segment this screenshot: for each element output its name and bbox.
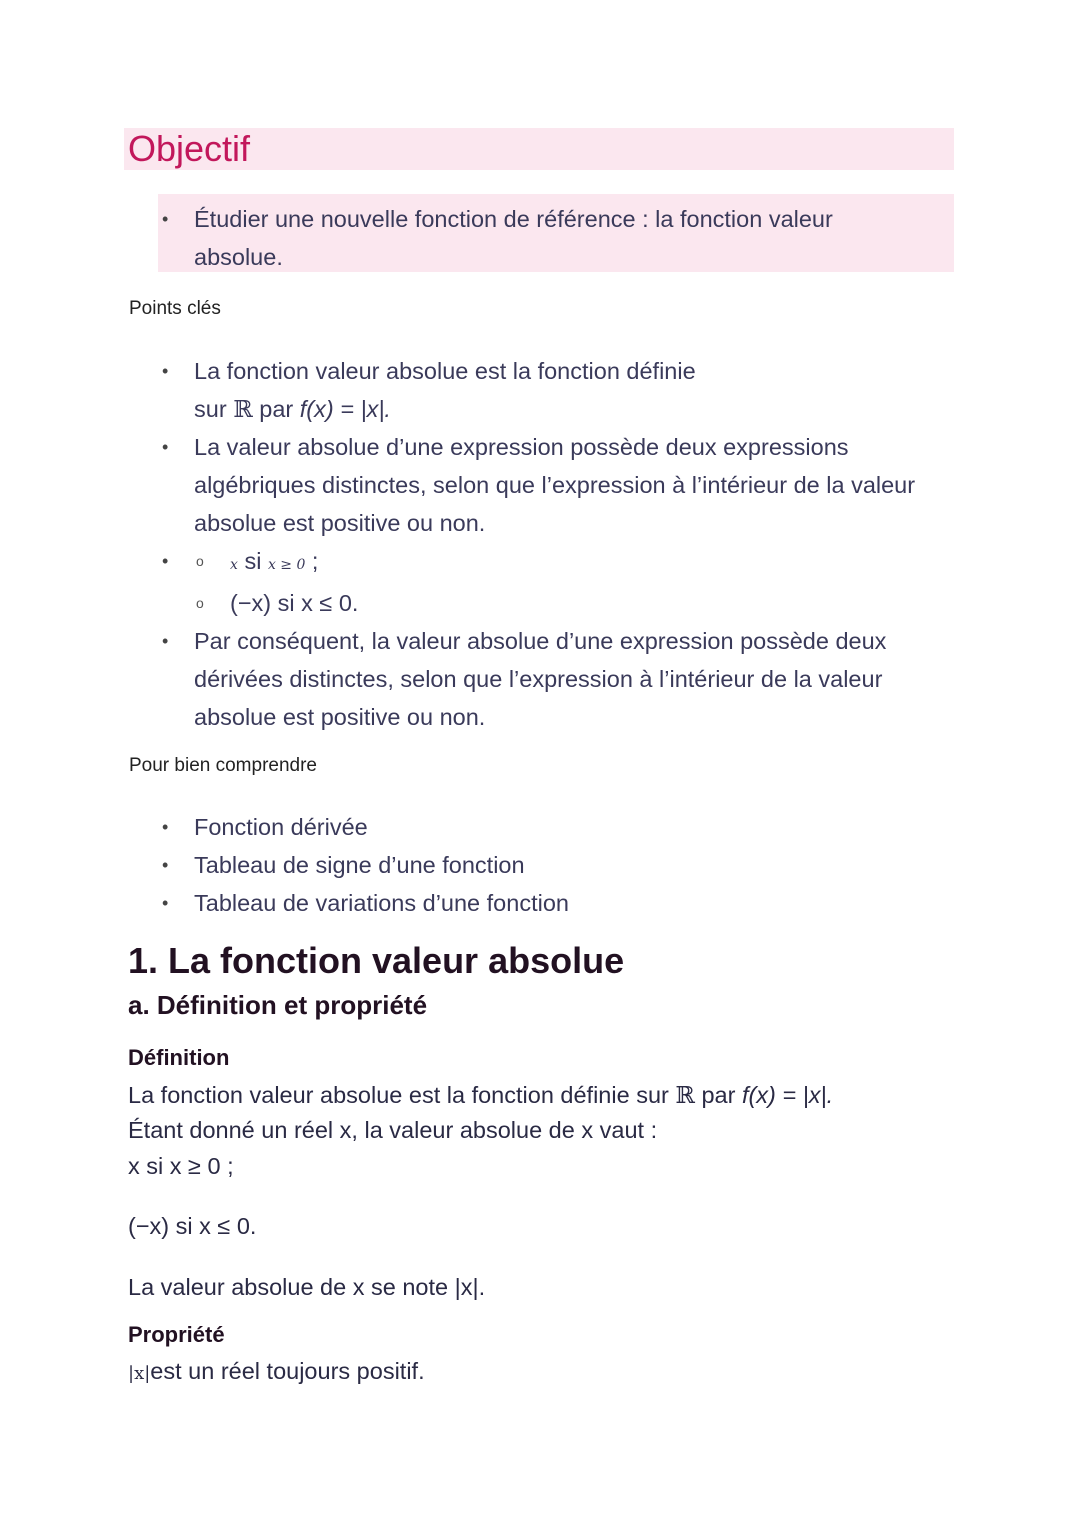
definition-line-2: Étant donné un réel x, la valeur absolue de x vaut :: [128, 1117, 658, 1143]
prop-sentence: est un réel toujours positif.: [150, 1358, 425, 1384]
pour-bien-comprendre-section: [158, 808, 958, 922]
sub1-end: ;: [311, 548, 319, 574]
item1-text-c: par: [259, 396, 294, 422]
objectif-list: [158, 200, 948, 276]
prerequisites-list: [158, 808, 958, 922]
definition-label: Définition: [128, 1045, 230, 1070]
def-line1-par: par: [701, 1082, 736, 1108]
list-item: • Fonction dérivée: [158, 808, 958, 846]
sub1-condition: x ≥ 0: [267, 557, 306, 573]
sublist-container: [158, 542, 958, 622]
list-item: [158, 352, 958, 428]
sub1-x: x: [230, 557, 238, 573]
points-cles-label: Points clés: [129, 298, 221, 319]
definition-notation: La valeur absolue de x se note |x|.: [128, 1274, 486, 1300]
pour-bien-comprendre-label: Pour bien comprendre: [129, 755, 317, 776]
points-cles-list: [158, 352, 958, 736]
points-cles-section: [158, 352, 958, 736]
list-item: • Tableau de variations d’une fonction: [158, 884, 958, 922]
sublist: [194, 542, 958, 622]
propriete-label: Propriété: [128, 1322, 225, 1347]
prop-abs-x: |x|: [128, 1363, 151, 1384]
reals-symbol: ℝ: [233, 395, 253, 423]
list-item: • Par conséquent, la valeur absolue d’une expression possède deux dérivées distinctes, selon que l’expression à l’intérieur de la valeur absolue est positive ou non.: [158, 622, 958, 736]
propriete-text: [128, 1356, 425, 1389]
item1-text-b: sur: [194, 396, 227, 422]
sub1-si: si: [244, 548, 262, 574]
objectif-item: • Étudier une nouvelle fonction de référence : la fonction valeur absolue.: [158, 200, 948, 276]
definition-case-1: x si x ≥ 0 ;: [128, 1153, 234, 1179]
objectif-title: Objectif: [128, 128, 251, 169]
def-line1-text: La fonction valeur absolue est la fonction définie sur: [128, 1082, 669, 1108]
sublist-item: o (−x) si x ≤ 0.: [194, 584, 958, 622]
def-line1-formula: f(x) = |x|.: [741, 1082, 834, 1108]
item1-formula: f(x) = |x|.: [299, 396, 391, 422]
definition-case-2: (−x) si x ≤ 0.: [128, 1213, 257, 1239]
definition-line-1: [128, 1080, 833, 1110]
reals-symbol: ℝ: [675, 1081, 695, 1109]
list-item: • Tableau de signe d’une fonction: [158, 846, 958, 884]
item1-text-a: La fonction valeur absolue est la fonction définie: [194, 358, 696, 384]
section-subtitle: a. Définition et propriété: [128, 990, 428, 1020]
sublist-item: [194, 542, 958, 584]
section-title: 1. La fonction valeur absolue: [128, 940, 625, 981]
list-item: • La valeur absolue d’une expression possède deux expressions algébriques distinctes, selon que l’expression à l’intérieur de la valeur absolue est positive ou non.: [158, 428, 958, 542]
